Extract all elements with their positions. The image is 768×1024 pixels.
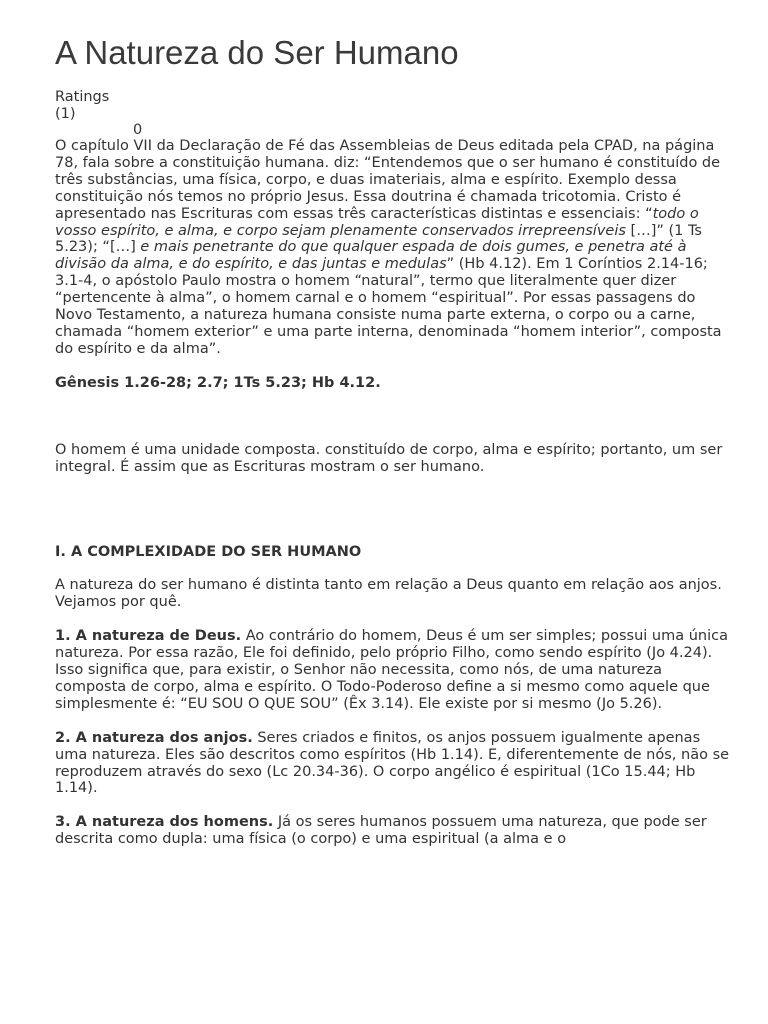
scripture-references: Gênesis 1.26-28; 2.7; 1Ts 5.23; Hb 4.12. (55, 374, 381, 391)
rating-value: 0 (133, 122, 143, 138)
point-angels (55, 730, 735, 798)
intro-paragraph (55, 138, 735, 358)
point-men-text: Já os seres humanos possuem uma natureza, que pode ser descrita como dupla: uma física (o corpo) e uma espiritual (a alma e o (55, 814, 707, 848)
summary-paragraph: O homem é uma unidade composta. constituído de corpo, alma e espírito; portanto, um ser integral. É assim que as Escrituras mostram o ser humano. (55, 441, 723, 475)
intro-quote-1: todo o vosso espírito, e alma, e corpo sejam plenamente conservados irrepreensíveis (55, 205, 699, 239)
point-god (55, 628, 735, 713)
intro-text-b: […]” (1 Ts 5.23); “[…] (55, 222, 702, 256)
point-men-lead: 3. A natureza dos homens. (55, 814, 274, 831)
point-god-lead: 1. A natureza de Deus. (55, 628, 242, 645)
intro-text-c: ” (Hb 4.12). Em 1 Coríntios 2.14-16; 3.1-4, o apóstolo Paulo mostra o homem “natural”, termo que literalmente quer dizer “pertencente à alma”, o homem carnal e o homem “espiritual”. Por essas passagens do Novo Testamento, a natureza humana consiste numa parte externa, o corpo ou a carne, chamada “homem exterior” e uma parte interna, denominada “homem interior”, composta do espírito e da alma”. (55, 256, 722, 357)
document-body (55, 138, 735, 848)
point-angels-text: Seres criados e finitos, os anjos possuem igualmente apenas uma natureza. Eles são descritos como espíritos (Hb 1.14). E, diferentemente de nós, não se reproduzem através do sexo (Lc 20.34-36). O corpo angélico é espiritual (1Co 15.44; Hb 1.14). (55, 729, 730, 797)
section-intro: A natureza do ser humano é distinta tanto em relação a Deus quanto em relação aos anjos. Vejamos por quê. (55, 577, 722, 611)
ratings-block[interactable] (55, 89, 109, 122)
intro-quote-2: e mais penetrante do que qualquer espada de dois gumes, e penetra até à divisão da alma, e do espírito, e das juntas e medulas (55, 239, 687, 273)
ratings-label: Ratings (55, 89, 110, 105)
ratings-count: (1) (55, 105, 76, 122)
document-title: A Natureza do Ser Humano (55, 34, 459, 71)
section-heading: I. A COMPLEXIDADE DO SER HUMANO (55, 543, 362, 560)
point-god-text: Ao contrário do homem, Deus é um ser simples; possui uma única natureza. Por essa razão, Ele foi definido, pelo próprio Filho, como sendo espírito (Jo 4.24). Isso significa que, para existir, o Senhor não necessita, como nós, de uma natureza composta de corpo, alma e espírito. O Todo-Poderoso define a si mesmo como aquele que simplesmente é: “EU SOU O QUE SOU” (Êx 3.14). Ele existe por si mesmo (Jo 5.26). (55, 628, 729, 712)
point-men (55, 814, 735, 848)
intro-text-a: O capítulo VII da Declaração de Fé das Assembleias de Deus editada pela CPAD, na página 78, fala sobre a constituição humana. diz: “Entendemos que o ser humano é constituído de três substâncias, uma física, corpo, e duas imateriais, alma e espírito. Exemplo dessa constituição nós temos no próprio Jesus. Essa doutrina é chamada tricotomia. Cristo é apresentado nas Escrituras com essas três características distintas e essenciais: “ (55, 138, 721, 222)
point-angels-lead: 2. A natureza dos anjos. (55, 729, 253, 746)
